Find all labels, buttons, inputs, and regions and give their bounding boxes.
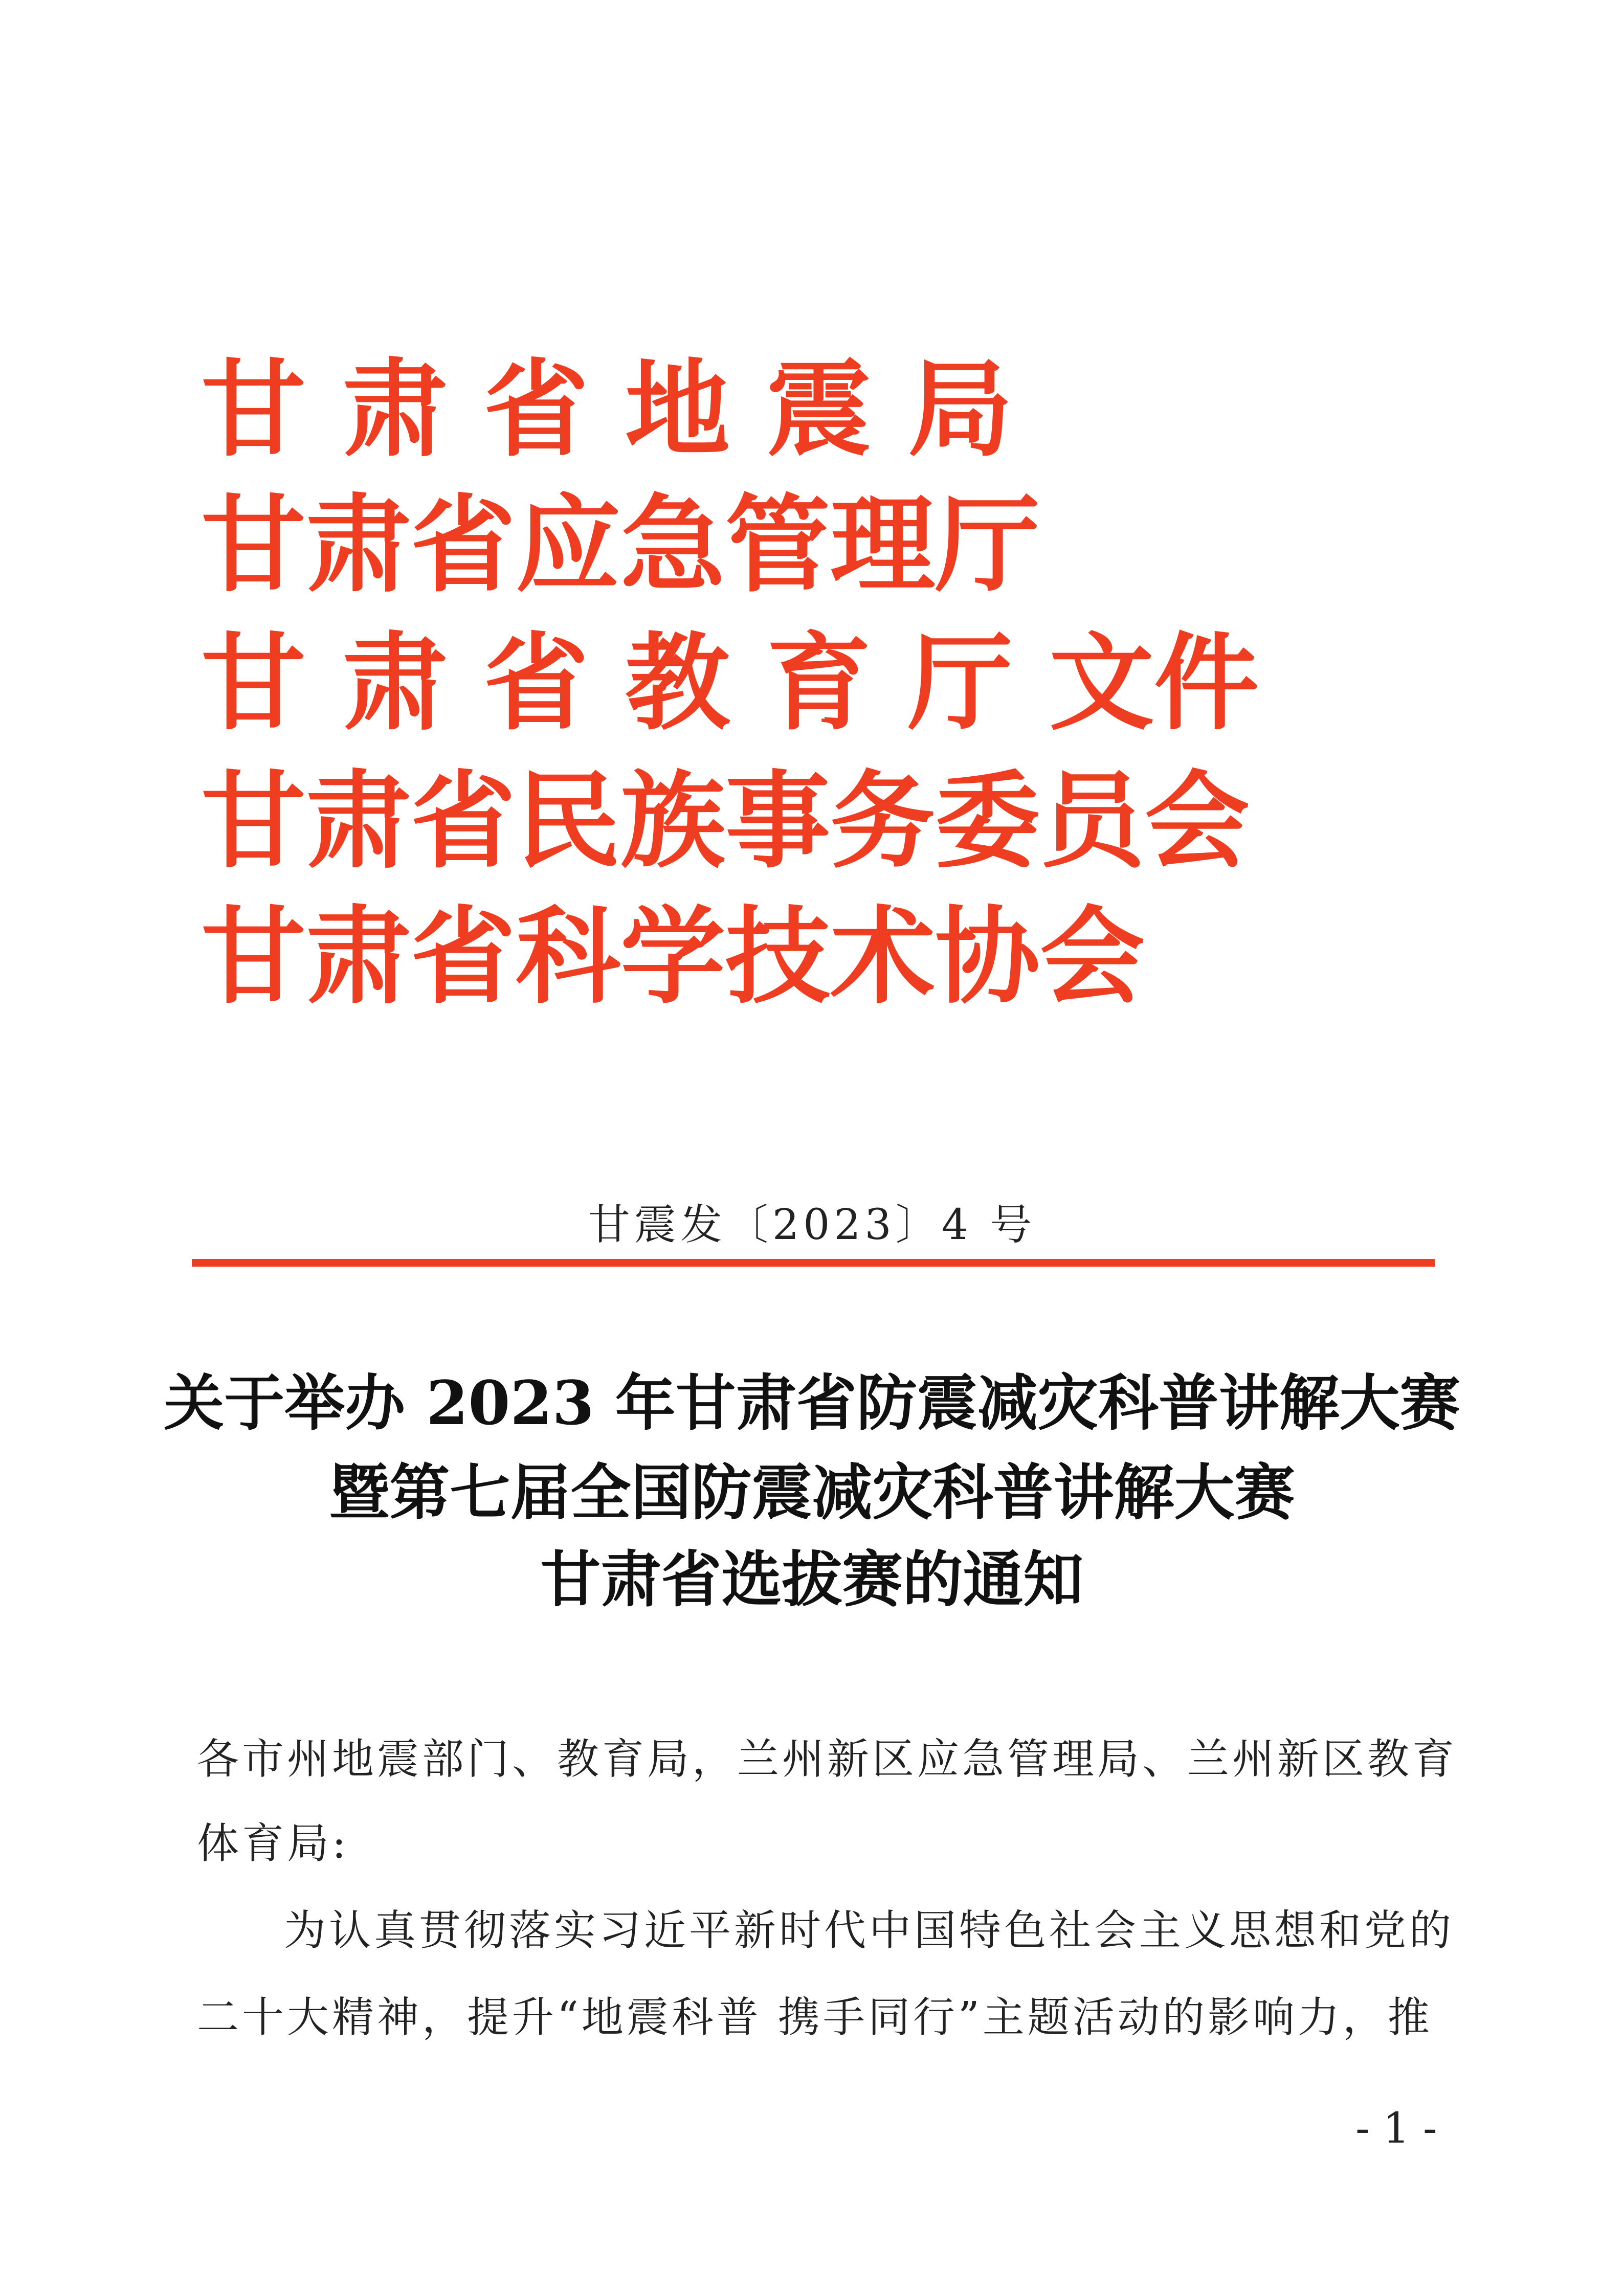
issuer-line-1: 甘 肃 省 地 震 局 xyxy=(201,349,1013,471)
addressee-line-2: 体育局: xyxy=(197,1819,349,1868)
red-divider xyxy=(192,1259,1435,1267)
addressee-line-1: 各市州地震部门、教育局，兰州新区应急管理局、兰州新区教育 xyxy=(197,1735,1458,1784)
paragraph-line-1: 为认真贯彻落实习近平新时代中国特色社会主义思想和党的 xyxy=(284,1906,1455,1955)
title-line-3: 甘肃省选拔赛的通知 xyxy=(540,1544,1084,1615)
issuer-line-3: 甘 肃 省 教 育 厅 文件 xyxy=(201,623,1259,745)
issuer-line-2: 甘肃省应急管理厅 xyxy=(201,485,1040,606)
page-number: - 1 - xyxy=(1355,2104,1437,2153)
document-number: 甘震发〔2023〕4 号 xyxy=(588,1201,1036,1249)
issuer-line-5: 甘肃省科学技术协会 xyxy=(201,896,1145,1018)
issuer-line-4: 甘肃省民族事务委员会 xyxy=(201,761,1250,883)
title-line-1: 关于举办 2023 年甘肃省防震减灾科普讲解大赛 xyxy=(164,1367,1460,1438)
title-line-2: 暨第七届全国防震减灾科普讲解大赛 xyxy=(329,1457,1295,1528)
paragraph-line-2: 二十大精神，提升“地震科普 携手同行”主题活动的影响力，推 xyxy=(197,1993,1433,2042)
